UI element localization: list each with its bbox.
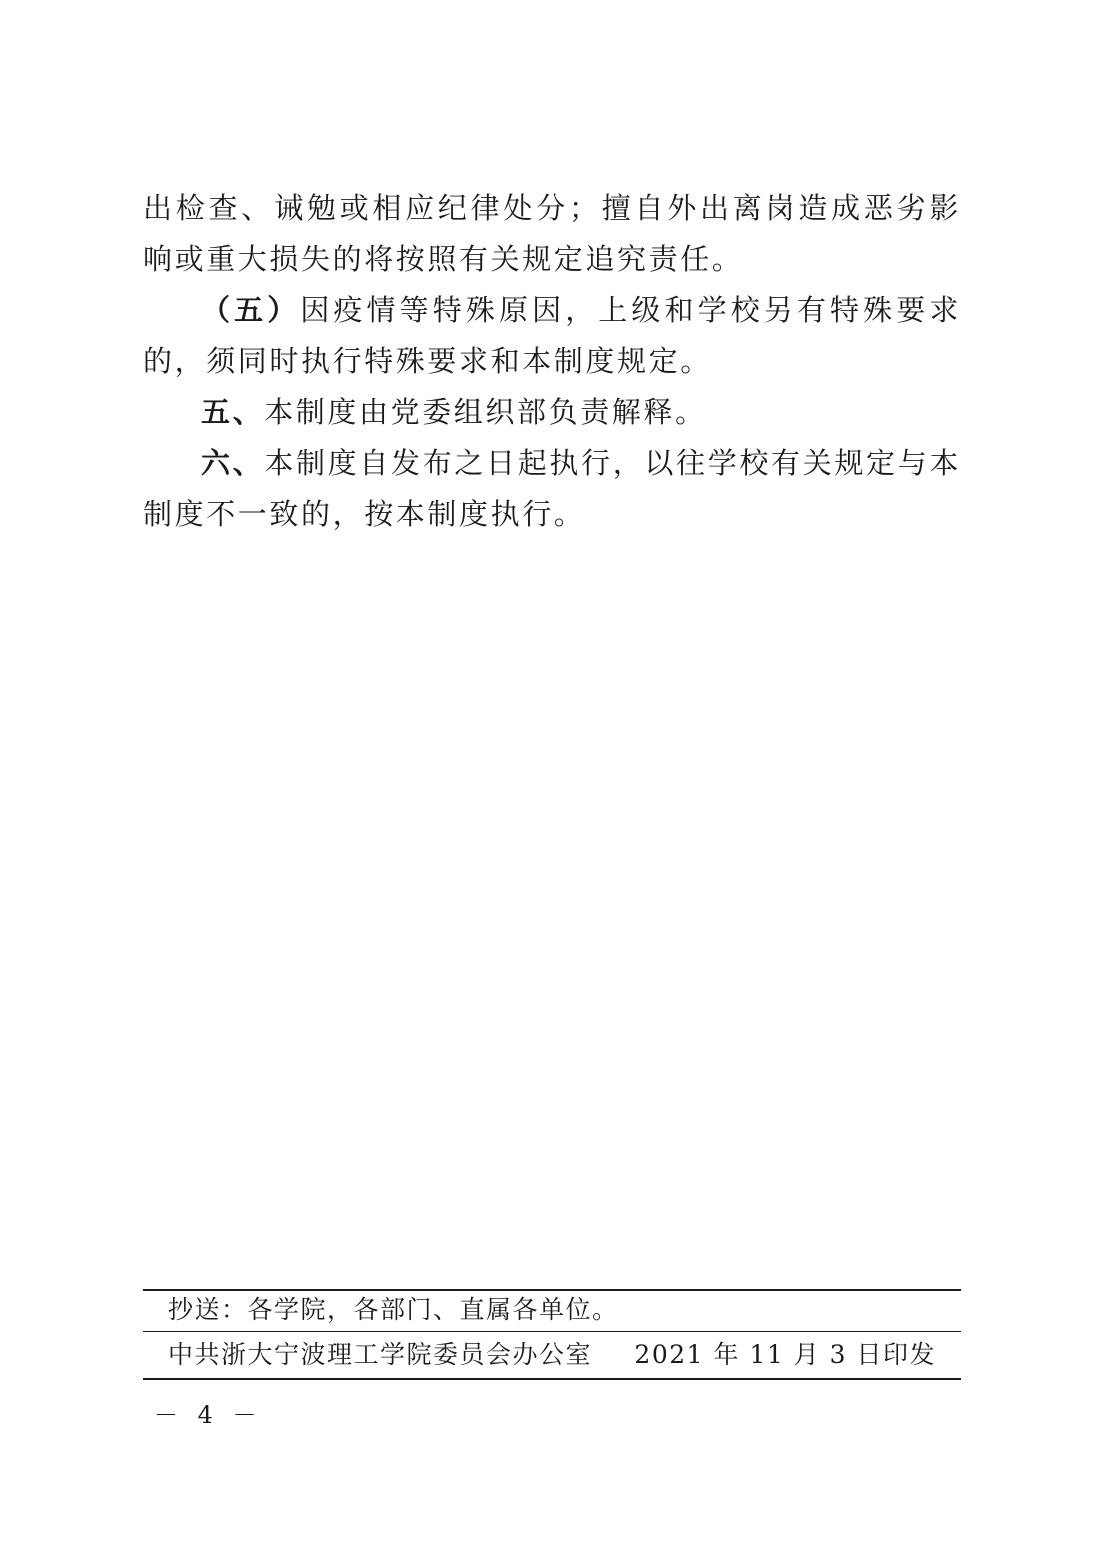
paragraph-section-6 (143, 438, 961, 540)
cc-line: 抄送：各学院，各部门、直属各单位。 (168, 1295, 619, 1324)
issuer-name: 中共浙大宁波理工学院委员会办公室 (168, 1340, 593, 1369)
issue-date: 2021 年 11 月 3 日印发 (634, 1340, 936, 1369)
item-5-text: 因疫情等特殊原因，上级和学校另有特殊要求的，须同时执行特殊要求和本制度规定。 (143, 293, 961, 378)
document-body (143, 183, 961, 540)
section-5-label: 五、 (201, 395, 265, 429)
paragraph-section-5 (143, 387, 961, 438)
section-6-text: 本制度自发布之日起执行，以往学校有关规定与本制度不一致的，按本制度执行。 (143, 446, 961, 531)
item-5-label: （五） (201, 293, 301, 327)
page-number: － 4 － (154, 1401, 263, 1429)
footer-top-rule (143, 1289, 961, 1291)
section-5-text: 本制度由党委组织部负责解释。 (264, 395, 707, 429)
paragraph-continuation (143, 183, 961, 285)
section-6-label: 六、 (201, 446, 265, 480)
footer-middle-rule (143, 1331, 961, 1332)
paragraph-continuation-text: 出检查、诫勉或相应纪律处分；擅自外出离岗造成恶劣影响或重大损失的将按照有关规定追究责任。 (143, 191, 961, 276)
paragraph-item-5 (143, 285, 961, 387)
footer-bottom-rule (143, 1378, 961, 1380)
